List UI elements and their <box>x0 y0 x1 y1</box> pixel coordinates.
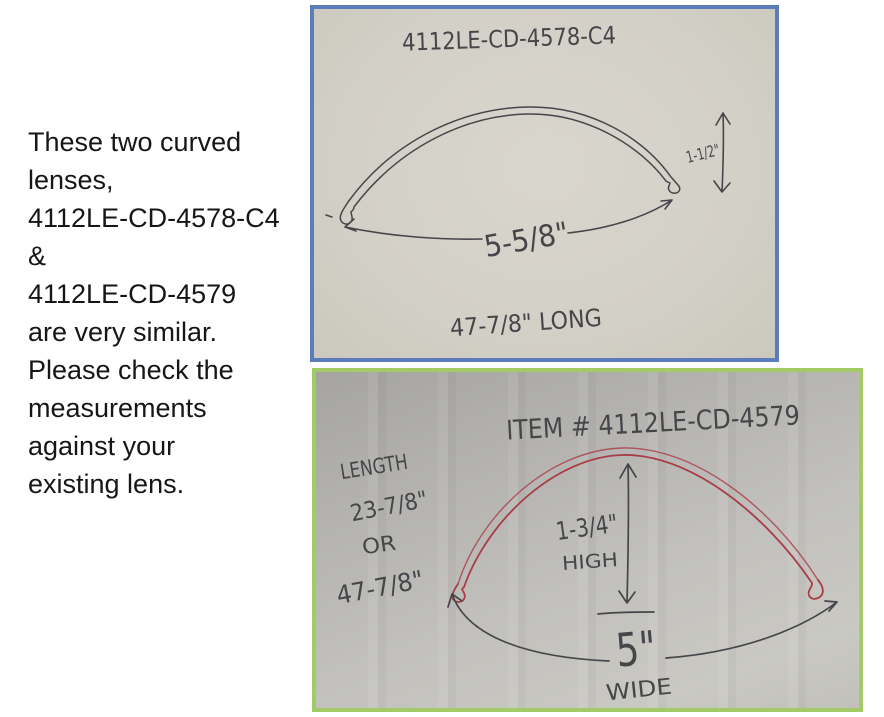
note-line: These two curved <box>28 127 242 157</box>
length-label: LENGTH <box>338 447 427 485</box>
length-option-1: 23-7/8" <box>348 485 437 528</box>
height-word-label: HIGH <box>561 549 612 575</box>
note-line-part-number-4578: 4112LE-CD-4578-C4 <box>28 203 280 233</box>
width-dimension-label: 5" <box>613 619 669 678</box>
length-note: 47-7/8" LONG <box>449 302 616 343</box>
red-lens-arc-sketch <box>452 448 822 602</box>
note-line: measurements <box>28 393 207 423</box>
note-text <box>28 123 303 503</box>
length-annotation <box>333 447 437 611</box>
handwritten-part-number: 4112LE-CD-4578-C4 <box>401 20 647 57</box>
lens-sketch-4579-svg <box>316 372 859 708</box>
height-dimension-label: 1-1/2" <box>684 136 737 167</box>
lens-photo-4578 <box>310 5 779 362</box>
note-line: against your <box>28 431 176 461</box>
lens-sketch-4578-svg <box>314 9 775 358</box>
width-dimension <box>448 594 837 706</box>
height-dimension-label: 1-3/4" <box>554 506 635 547</box>
lens-photo-4579 <box>312 368 863 712</box>
note-line: & <box>28 241 47 271</box>
length-option-2: 47-7/8" <box>333 564 431 611</box>
note-line: existing lens. <box>28 469 185 499</box>
length-conjunction: OR <box>360 531 395 560</box>
lens-arc-sketch <box>326 107 680 224</box>
note-line: Please check the <box>28 355 234 385</box>
height-dimension <box>554 464 654 614</box>
handwritten-item-number: ITEM # 4112LE-CD-4579 <box>505 398 840 447</box>
width-word-label: WIDE <box>604 675 667 707</box>
height-dimension <box>684 113 737 192</box>
note-line-part-number-4579: 4112LE-CD-4579 <box>28 279 237 309</box>
width-dimension <box>345 200 672 265</box>
note-line: lenses, <box>28 165 114 195</box>
note-line: are very similar. <box>28 317 218 347</box>
width-dimension-label: 5-5/8" <box>481 214 579 266</box>
